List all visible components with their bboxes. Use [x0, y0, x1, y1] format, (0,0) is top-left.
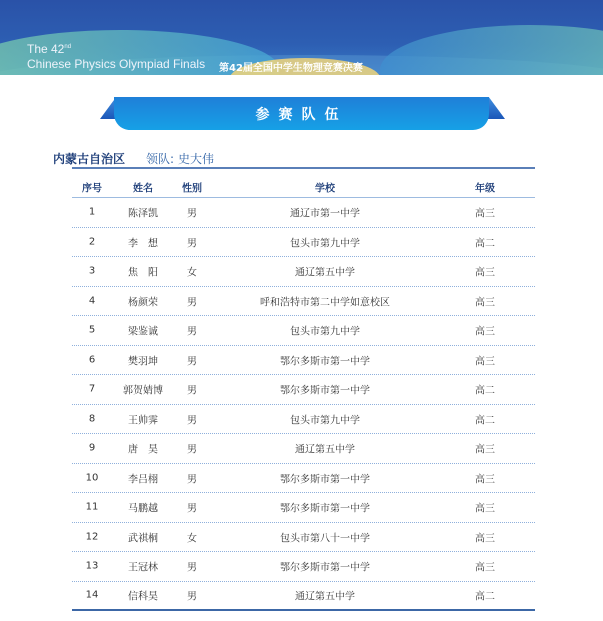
header-name: 姓名 — [133, 183, 153, 194]
table-row — [72, 346, 535, 376]
edition-suffix: nd — [64, 44, 72, 50]
table-row — [72, 198, 535, 228]
cell-grade: 高三 — [475, 503, 495, 515]
cell-name: 杨颜荣 — [128, 297, 158, 309]
cell-school: 通辽第五中学 — [295, 444, 355, 456]
cell-gender: 男 — [187, 238, 197, 250]
cell-school: 鄂尔多斯市第一中学 — [280, 474, 370, 486]
leader-name: 史大伟 — [178, 152, 215, 166]
header-grade: 年级 — [475, 183, 495, 194]
cell-name: 唐 昊 — [128, 444, 158, 456]
cell-number: 4 — [88, 295, 96, 307]
table-row — [72, 316, 535, 346]
cell-name: 王帅霁 — [128, 415, 158, 427]
cell-gender: 男 — [187, 356, 197, 368]
cell-grade: 高三 — [475, 533, 495, 545]
cell-grade: 高三 — [475, 356, 495, 368]
banner-edition — [27, 42, 71, 56]
cell-school: 通辽市第一中学 — [290, 208, 360, 220]
cell-school: 包头市第八十一中学 — [280, 533, 370, 545]
team-region: 内蒙古自治区 — [53, 152, 126, 166]
cell-school: 通辽第五中学 — [295, 267, 355, 279]
cell-number: 5 — [88, 324, 96, 336]
edition-text: The 42 — [27, 42, 65, 56]
cell-number: 3 — [88, 265, 96, 277]
cell-name: 樊羽坤 — [128, 356, 158, 368]
leader-label: 领队: — [146, 152, 175, 166]
cell-gender: 女 — [187, 533, 197, 545]
cell-grade: 高三 — [475, 474, 495, 486]
banner-wave — [380, 25, 603, 75]
table-row — [72, 405, 535, 435]
cell-gender: 男 — [187, 444, 197, 456]
cell-gender: 女 — [187, 267, 197, 279]
cell-grade: 高二 — [475, 385, 495, 397]
cell-number: 6 — [88, 354, 96, 366]
cell-gender: 男 — [187, 591, 197, 603]
section-title: 参赛队伍 — [255, 107, 348, 123]
table-row — [72, 375, 535, 405]
cell-number: 2 — [88, 236, 96, 248]
cell-grade: 高二 — [475, 415, 495, 427]
cell-number: 14 — [85, 589, 99, 601]
cell-number: 12 — [85, 531, 99, 543]
cell-gender: 男 — [187, 326, 197, 338]
team-table — [72, 176, 535, 611]
cell-name: 焦 阳 — [128, 267, 158, 279]
cell-gender: 男 — [187, 208, 197, 220]
cell-number: 10 — [85, 472, 99, 484]
cell-grade: 高三 — [475, 297, 495, 309]
cell-school: 通辽第五中学 — [295, 591, 355, 603]
banner-english-title: Chinese Physics Olympiad Finals — [27, 57, 206, 71]
header-number: 序号 — [82, 183, 102, 194]
header-banner — [0, 0, 603, 75]
cell-grade: 高三 — [475, 208, 495, 220]
cell-gender: 男 — [187, 503, 197, 515]
table-row — [72, 552, 535, 582]
table-row — [72, 523, 535, 553]
cell-name: 陈泽凯 — [128, 208, 158, 220]
cell-school: 包头市第九中学 — [290, 238, 360, 250]
cell-grade: 高三 — [475, 267, 495, 279]
cell-gender: 男 — [187, 415, 197, 427]
cell-gender: 男 — [187, 297, 197, 309]
table-row — [72, 582, 535, 612]
cell-school: 鄂尔多斯市第一中学 — [280, 562, 370, 574]
cell-grade: 高三 — [475, 326, 495, 338]
cell-grade: 高三 — [475, 562, 495, 574]
table-row — [72, 257, 535, 287]
cell-number: 13 — [85, 560, 99, 572]
table-row — [72, 493, 535, 523]
table-row — [72, 228, 535, 258]
cell-school: 包头市第九中学 — [290, 326, 360, 338]
team-leader — [146, 150, 214, 167]
cell-grade: 高三 — [475, 444, 495, 456]
header-school: 学校 — [315, 183, 335, 194]
cell-grade: 高二 — [475, 238, 495, 250]
cell-number: 7 — [88, 383, 96, 395]
cell-school: 包头市第九中学 — [290, 415, 360, 427]
cell-number: 11 — [85, 501, 99, 513]
cell-gender: 男 — [187, 562, 197, 574]
cell-name: 郭贺婧博 — [123, 385, 163, 397]
cell-name: 王冠林 — [128, 562, 158, 574]
cell-gender: 男 — [187, 385, 197, 397]
cell-name: 武祺桐 — [128, 533, 158, 545]
banner-chinese-title: 第42届全国中学生物理竞赛决赛 — [219, 63, 363, 74]
cell-gender: 男 — [187, 474, 197, 486]
cell-name: 梁鉴诚 — [128, 326, 158, 338]
cell-school: 鄂尔多斯市第一中学 — [280, 385, 370, 397]
cell-school: 鄂尔多斯市第一中学 — [280, 503, 370, 515]
cell-grade: 高二 — [475, 591, 495, 603]
cell-name: 信科昊 — [128, 591, 158, 603]
cell-number: 1 — [88, 206, 96, 218]
cell-number: 8 — [88, 413, 96, 425]
cell-name: 李吕栩 — [128, 474, 158, 486]
table-row — [72, 464, 535, 494]
header-gender: 性别 — [182, 183, 202, 194]
table-row — [72, 434, 535, 464]
cell-school: 呼和浩特市第二中学如意校区 — [260, 297, 390, 309]
cell-name: 马鹏越 — [128, 503, 158, 515]
table-row — [72, 287, 535, 317]
cell-number: 9 — [88, 442, 96, 454]
divider — [72, 167, 535, 169]
cell-school: 鄂尔多斯市第一中学 — [280, 356, 370, 368]
cell-name: 李 想 — [128, 238, 158, 250]
table-header — [72, 176, 535, 198]
